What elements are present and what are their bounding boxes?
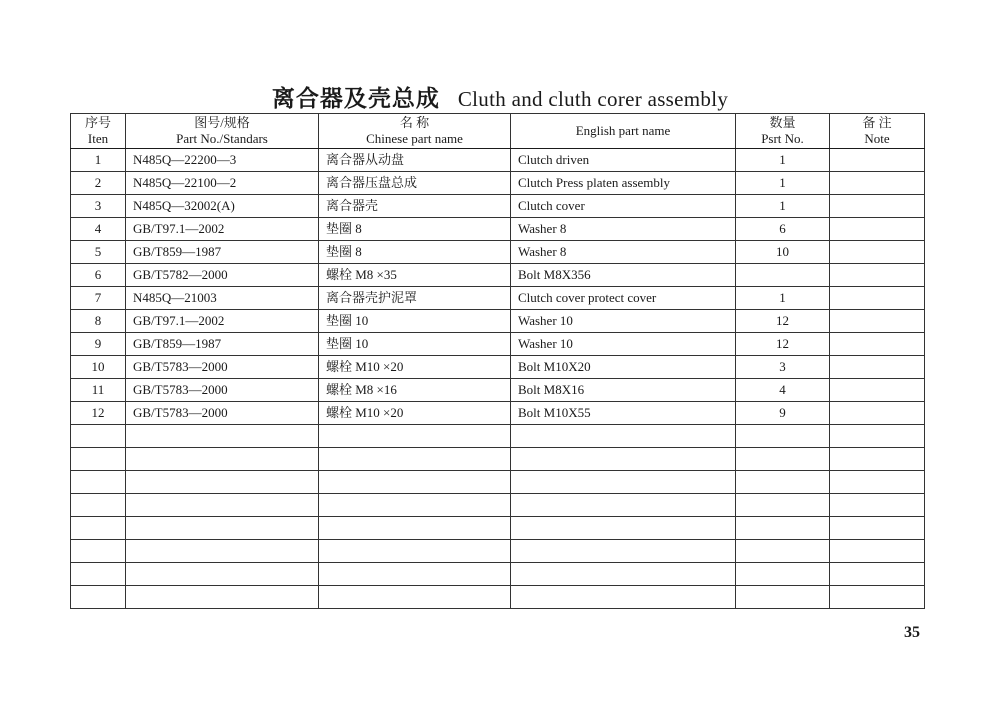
table-row: [71, 149, 925, 172]
cell-english-name: Clutch cover: [511, 195, 736, 218]
table-row: [71, 379, 925, 402]
cell-part-no: N485Q—22200—3: [126, 149, 319, 172]
cell-item: [71, 563, 126, 586]
cell-item: 1: [71, 149, 126, 172]
cell-item: [71, 425, 126, 448]
table-row: [71, 218, 925, 241]
cell-quantity: 9: [736, 402, 830, 425]
cell-note: [830, 195, 925, 218]
cell-part-no: [126, 517, 319, 540]
page-number: 35: [904, 624, 920, 641]
title-english: Cluth and cluth corer assembly: [457, 87, 729, 111]
cell-english-name: [511, 540, 736, 563]
cell-item: 3: [71, 195, 126, 218]
cell-part-no: [126, 563, 319, 586]
cell-part-no: GB/T5783—2000: [126, 379, 319, 402]
header-chinese-name: 名 称 Chinese part name: [319, 114, 511, 149]
cell-item: 7: [71, 287, 126, 310]
table-row: [71, 172, 925, 195]
table-row: [71, 540, 925, 563]
table-row: [71, 287, 925, 310]
cell-quantity: [736, 425, 830, 448]
cell-quantity: 1: [736, 172, 830, 195]
cell-chinese-name: [319, 425, 511, 448]
cell-note: [830, 287, 925, 310]
cell-chinese-name: [319, 563, 511, 586]
cell-part-no: GB/T5783—2000: [126, 356, 319, 379]
cell-part-no: [126, 494, 319, 517]
cell-part-no: GB/T97.1—2002: [126, 310, 319, 333]
cell-item: 5: [71, 241, 126, 264]
cell-part-no: [126, 471, 319, 494]
header-part-no: 图号/规格 Part No./Standars: [126, 114, 319, 149]
cell-english-name: Washer 10: [511, 333, 736, 356]
cell-chinese-name: 垫圈 10: [319, 333, 511, 356]
cell-item: 2: [71, 172, 126, 195]
cell-quantity: [736, 540, 830, 563]
table-row: [71, 563, 925, 586]
cell-part-no: GB/T5782—2000: [126, 264, 319, 287]
cell-chinese-name: [319, 448, 511, 471]
cell-quantity: [736, 517, 830, 540]
cell-quantity: 1: [736, 287, 830, 310]
cell-chinese-name: 垫圈 8: [319, 218, 511, 241]
cell-quantity: 12: [736, 333, 830, 356]
cell-english-name: Bolt M10X20: [511, 356, 736, 379]
cell-english-name: Clutch Press platen assembly: [511, 172, 736, 195]
cell-note: [830, 586, 925, 609]
cell-chinese-name: 螺栓 M8 ×16: [319, 379, 511, 402]
cell-note: [830, 402, 925, 425]
table-row: [71, 471, 925, 494]
cell-quantity: 4: [736, 379, 830, 402]
cell-part-no: N485Q—21003: [126, 287, 319, 310]
table-row: [71, 241, 925, 264]
cell-english-name: [511, 517, 736, 540]
cell-english-name: [511, 448, 736, 471]
cell-note: [830, 356, 925, 379]
cell-part-no: GB/T97.1—2002: [126, 218, 319, 241]
cell-english-name: Clutch driven: [511, 149, 736, 172]
cell-quantity: 3: [736, 356, 830, 379]
title-chinese: 离合器及壳总成: [271, 86, 440, 111]
cell-chinese-name: 离合器压盘总成: [319, 172, 511, 195]
cell-item: [71, 517, 126, 540]
cell-chinese-name: 离合器壳护泥罩: [319, 287, 511, 310]
cell-chinese-name: 离合器壳: [319, 195, 511, 218]
cell-note: [830, 425, 925, 448]
cell-item: [71, 494, 126, 517]
table-row: [71, 402, 925, 425]
table-row: [71, 264, 925, 287]
cell-quantity: 1: [736, 149, 830, 172]
cell-quantity: 1: [736, 195, 830, 218]
cell-quantity: [736, 494, 830, 517]
cell-item: 9: [71, 333, 126, 356]
cell-part-no: N485Q—22100—2: [126, 172, 319, 195]
cell-chinese-name: [319, 494, 511, 517]
cell-note: [830, 241, 925, 264]
cell-chinese-name: 垫圈 8: [319, 241, 511, 264]
table-row: [71, 333, 925, 356]
cell-english-name: [511, 471, 736, 494]
header-item: 序号 Iten: [71, 114, 126, 149]
cell-part-no: GB/T5783—2000: [126, 402, 319, 425]
cell-note: [830, 471, 925, 494]
cell-quantity: 12: [736, 310, 830, 333]
header-english-name: English part name: [511, 114, 736, 149]
cell-note: [830, 310, 925, 333]
cell-english-name: Bolt M8X356: [511, 264, 736, 287]
cell-note: [830, 563, 925, 586]
table-row: [71, 425, 925, 448]
cell-item: [71, 448, 126, 471]
cell-english-name: [511, 425, 736, 448]
header-note: 备 注 Note: [830, 114, 925, 149]
cell-part-no: [126, 540, 319, 563]
cell-item: 8: [71, 310, 126, 333]
cell-item: [71, 586, 126, 609]
cell-part-no: [126, 448, 319, 471]
cell-chinese-name: 离合器从动盘: [319, 149, 511, 172]
cell-item: 10: [71, 356, 126, 379]
cell-quantity: [736, 586, 830, 609]
table-row: [71, 448, 925, 471]
cell-quantity: 10: [736, 241, 830, 264]
cell-part-no: [126, 425, 319, 448]
cell-note: [830, 264, 925, 287]
cell-note: [830, 540, 925, 563]
cell-note: [830, 517, 925, 540]
cell-quantity: 6: [736, 218, 830, 241]
table-row: [71, 586, 925, 609]
cell-chinese-name: 螺栓 M10 ×20: [319, 402, 511, 425]
cell-chinese-name: [319, 586, 511, 609]
cell-chinese-name: 螺栓 M10 ×20: [319, 356, 511, 379]
cell-item: [71, 471, 126, 494]
cell-item: 4: [71, 218, 126, 241]
cell-item: [71, 540, 126, 563]
cell-english-name: [511, 563, 736, 586]
cell-note: [830, 149, 925, 172]
cell-chinese-name: 垫圈 10: [319, 310, 511, 333]
cell-part-no: GB/T859—1987: [126, 241, 319, 264]
cell-part-no: N485Q—32002(A): [126, 195, 319, 218]
cell-part-no: [126, 586, 319, 609]
table-row: [71, 494, 925, 517]
cell-note: [830, 172, 925, 195]
cell-english-name: Clutch cover protect cover: [511, 287, 736, 310]
cell-item: 11: [71, 379, 126, 402]
page-title: [0, 80, 1000, 113]
parts-table: [70, 113, 925, 609]
table-row: [71, 356, 925, 379]
cell-english-name: Bolt M8X16: [511, 379, 736, 402]
table-row: [71, 195, 925, 218]
cell-chinese-name: [319, 540, 511, 563]
cell-note: [830, 218, 925, 241]
table-row: [71, 310, 925, 333]
cell-chinese-name: 螺栓 M8 ×35: [319, 264, 511, 287]
cell-english-name: Washer 8: [511, 241, 736, 264]
cell-part-no: GB/T859—1987: [126, 333, 319, 356]
header-quantity: 数量 Psrt No.: [736, 114, 830, 149]
cell-quantity: [736, 563, 830, 586]
cell-chinese-name: [319, 471, 511, 494]
cell-english-name: Washer 8: [511, 218, 736, 241]
cell-english-name: Bolt M10X55: [511, 402, 736, 425]
cell-note: [830, 379, 925, 402]
table-header-row: [71, 114, 925, 149]
cell-item: 6: [71, 264, 126, 287]
cell-quantity: [736, 448, 830, 471]
table-row: [71, 517, 925, 540]
cell-note: [830, 448, 925, 471]
cell-item: 12: [71, 402, 126, 425]
cell-chinese-name: [319, 517, 511, 540]
cell-english-name: [511, 494, 736, 517]
cell-note: [830, 333, 925, 356]
cell-note: [830, 494, 925, 517]
cell-english-name: Washer 10: [511, 310, 736, 333]
parts-table-body: [71, 149, 925, 609]
cell-quantity: [736, 471, 830, 494]
cell-english-name: [511, 586, 736, 609]
cell-quantity: [736, 264, 830, 287]
